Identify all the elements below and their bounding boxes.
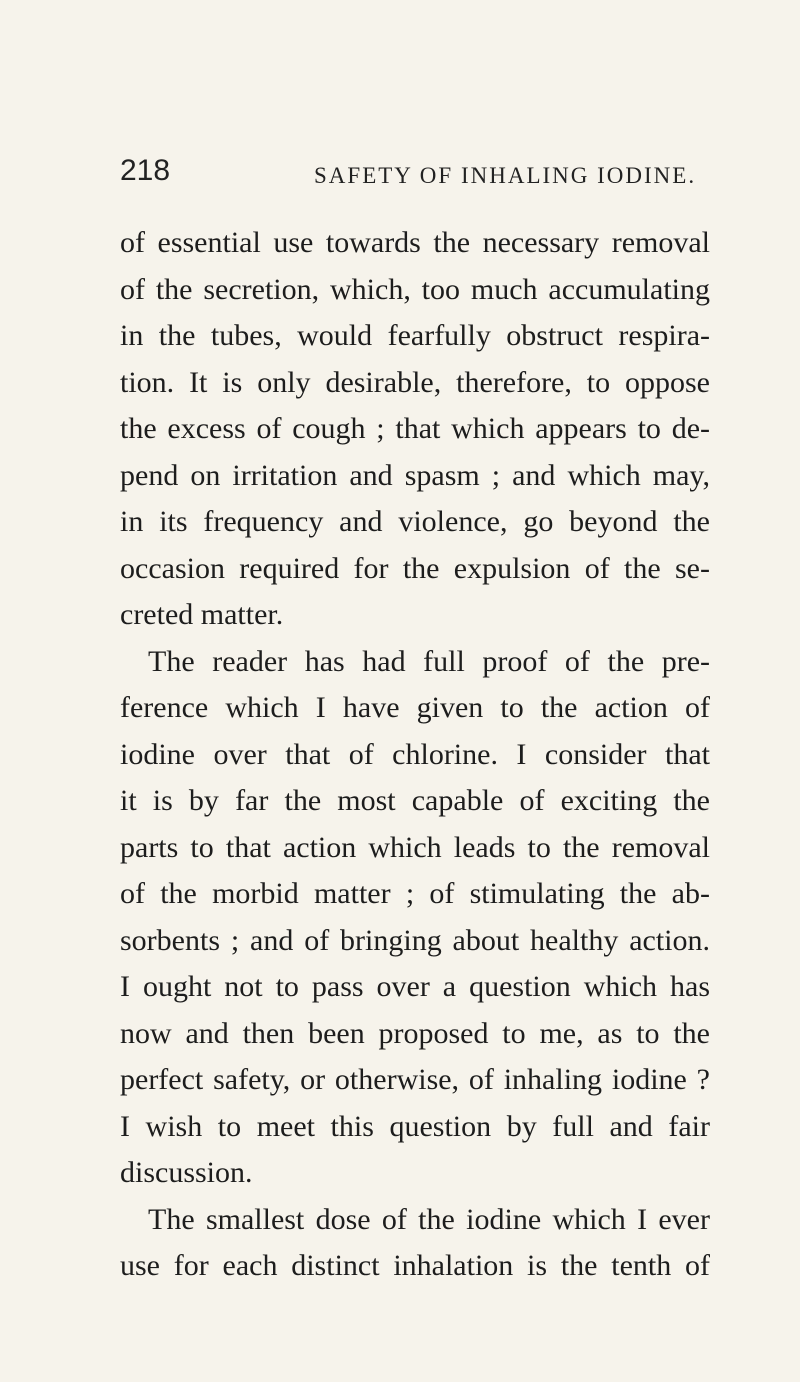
text-line: parts to that action which leads to the removal xyxy=(120,830,710,864)
text-line: The smallest dose of the iodine which I ever xyxy=(148,1202,710,1236)
text-line: I wish to meet this question by full and fair xyxy=(120,1109,710,1143)
text-line: discussion. xyxy=(120,1156,253,1189)
text-line: creted matter. xyxy=(120,598,284,631)
text-line: of essential use towards the necessary removal xyxy=(120,226,710,259)
text-line: ference which I have given to the action of xyxy=(120,691,710,724)
body-text xyxy=(120,220,710,1290)
page-number: 218 xyxy=(120,154,171,187)
text-line: I ought not to pass over a question which has xyxy=(120,970,710,1003)
text-line: tion. It is only desirable, therefore, to oppose xyxy=(120,365,710,399)
text-line: of the morbid matter ; of stimulating the ab- xyxy=(120,877,710,910)
text-line: perfect safety, or otherwise, of inhaling iodine ? xyxy=(120,1063,710,1096)
text-line: pend on irritation and spasm ; and which may, xyxy=(120,458,710,492)
running-title: SAFETY OF INHALING IODINE. xyxy=(314,163,697,188)
text-line: in the tubes, would fearfully obstruct respira- xyxy=(120,319,710,352)
text-line: occasion required for the expulsion of the se- xyxy=(120,551,710,585)
text-line: of the secretion, which, too much accumulating xyxy=(120,272,710,306)
text-line: the excess of cough ; that which appears to de- xyxy=(120,412,710,445)
text-line: iodine over that of chlorine. I consider that xyxy=(120,737,710,771)
text-line: in its frequency and violence, go beyond the xyxy=(120,505,710,538)
page-header xyxy=(120,153,720,197)
text-line: The reader has had full proof of the pre- xyxy=(148,644,710,678)
text-line: now and then been proposed to me, as to the xyxy=(120,1016,710,1050)
text-line: sorbents ; and of bringing about healthy action. xyxy=(120,923,710,957)
text-line: it is by far the most capable of exciting the xyxy=(120,784,710,817)
text-line: use for each distinct inhalation is the tenth of xyxy=(120,1249,710,1282)
